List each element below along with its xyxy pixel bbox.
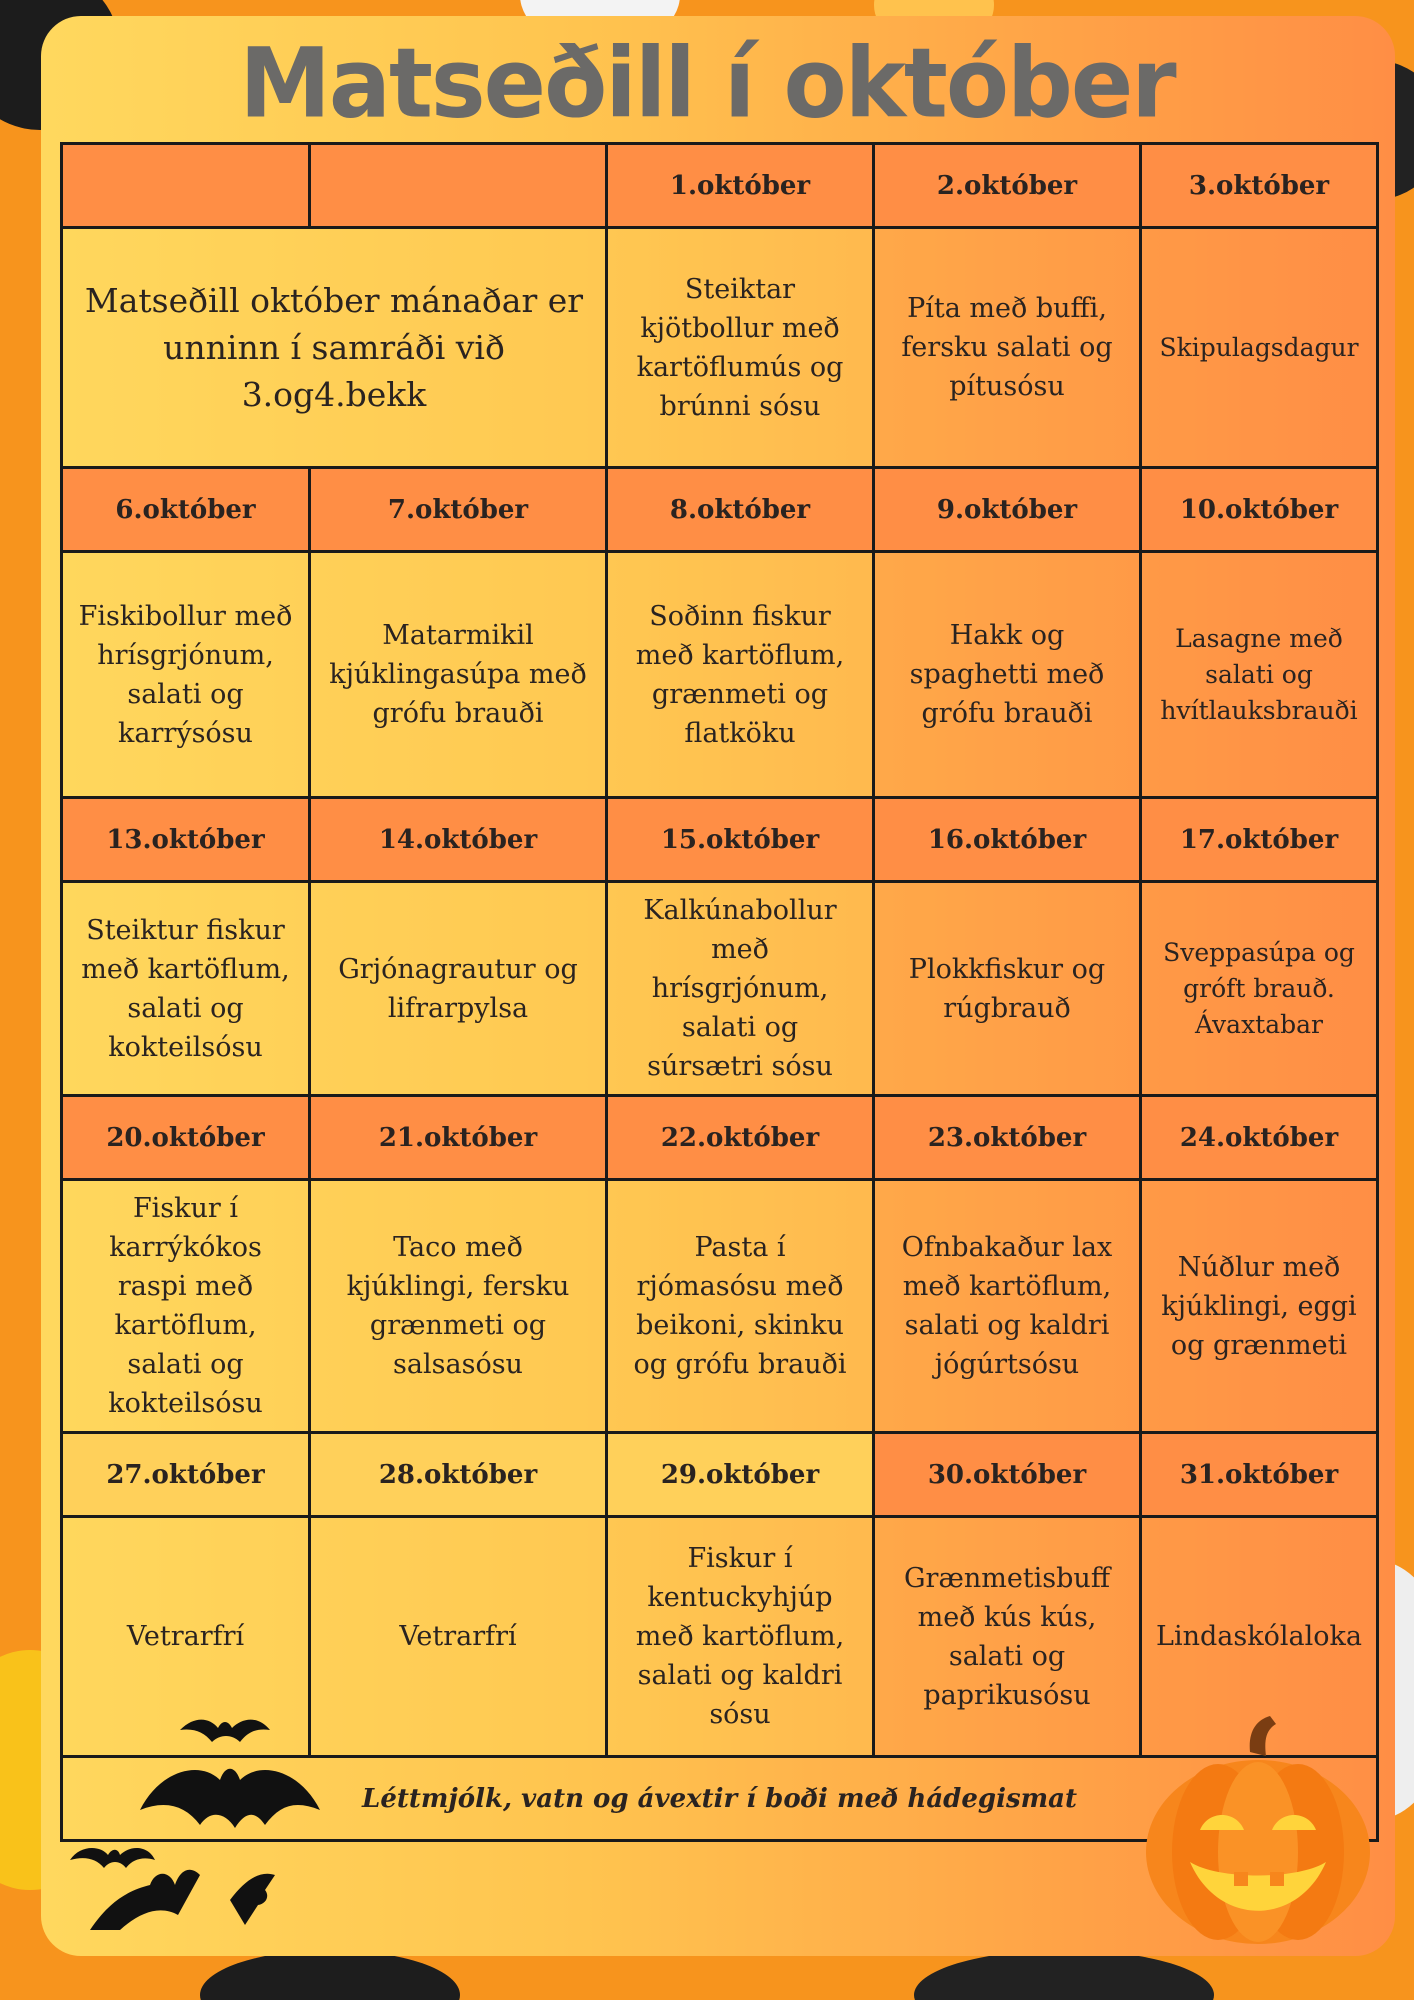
- date-row: [62, 144, 1378, 228]
- page-title: Matseðill í október: [239, 27, 1175, 140]
- date-cell: 29.október: [607, 1433, 874, 1517]
- meal-cell: Taco með kjúklingi, fersku grænmeti og salsasósu: [310, 1180, 607, 1433]
- meal-cell: Vetrarfrí: [62, 1517, 310, 1757]
- date-cell: 2.október: [874, 144, 1141, 228]
- date-cell: 13.október: [62, 798, 310, 882]
- date-cell: 24.október: [1141, 1096, 1378, 1180]
- date-cell: 27.október: [62, 1433, 310, 1517]
- date-cell: 3.október: [1141, 144, 1378, 228]
- date-cell: 30.október: [874, 1433, 1141, 1517]
- meal-cell: Steiktar kjötbollur með kartöflumús og brúnni sósu: [607, 228, 874, 468]
- date-cell: 28.október: [310, 1433, 607, 1517]
- meal-cell: Plokkfiskur og rúgbrauð: [874, 882, 1141, 1096]
- date-cell: 23.október: [874, 1096, 1141, 1180]
- meal-cell: Lasagne með salati og hvítlauksbrauði: [1141, 552, 1378, 798]
- meal-row: [62, 228, 1378, 468]
- meal-cell: Steiktur fiskur með kartöflum, salati og kokteilsósu: [62, 882, 310, 1096]
- meal-cell: Skipulagsdagur: [1141, 228, 1378, 468]
- date-cell: 22.október: [607, 1096, 874, 1180]
- bats-icon: [60, 1700, 360, 1940]
- meal-cell: Vetrarfrí: [310, 1517, 607, 1757]
- date-cell: [310, 144, 607, 228]
- meal-cell: Fiskur í kentuckyhjúp með kartöflum, salati og kaldri sósu: [607, 1517, 874, 1757]
- date-cell: 14.október: [310, 798, 607, 882]
- menu-table: [60, 142, 1379, 1842]
- meal-cell: Lindaskólaloka: [1141, 1517, 1378, 1757]
- date-cell: 10.október: [1141, 468, 1378, 552]
- intro-text: Matseðill október mánaðar er unninn í samráði við 3.og4.bekk: [62, 228, 607, 468]
- meal-row: [62, 552, 1378, 798]
- meal-cell: Grjónagrautur og lifrarpylsa: [310, 882, 607, 1096]
- date-cell: 6.október: [62, 468, 310, 552]
- meal-cell: Sveppasúpa og gróft brauð. Ávaxtabar: [1141, 882, 1378, 1096]
- date-cell: 7.október: [310, 468, 607, 552]
- date-cell: 1.október: [607, 144, 874, 228]
- date-cell: 16.október: [874, 798, 1141, 882]
- meal-cell: Ofnbakaður lax með kartöflum, salati og kaldri jógúrtsósu: [874, 1180, 1141, 1433]
- meal-cell: Píta með buffi, fersku salati og pítusósu: [874, 228, 1141, 468]
- meal-cell: Fiskur í karrýkókos raspi með kartöflum, salati og kokteilsósu: [62, 1180, 310, 1433]
- date-row: [62, 468, 1378, 552]
- date-cell: 8.október: [607, 468, 874, 552]
- date-cell: [62, 144, 310, 228]
- bg-blob: [914, 1950, 1214, 2000]
- meal-cell: Fiskibollur með hrísgrjónum, salati og karrýsósu: [62, 552, 310, 798]
- footer-note: Léttmjólk, vatn og ávextir í boði með hádegismat: [62, 1757, 1378, 1841]
- meal-row: [62, 882, 1378, 1096]
- date-cell: 17.október: [1141, 798, 1378, 882]
- date-cell: 9.október: [874, 468, 1141, 552]
- meal-cell: Grænmetisbuff með kús kús, salati og paprikusósu: [874, 1517, 1141, 1757]
- meal-cell: Hakk og spaghetti með grófu brauði: [874, 552, 1141, 798]
- meal-cell: Núðlur með kjúklingi, eggi og grænmeti: [1141, 1180, 1378, 1433]
- meal-cell: Soðinn fiskur með kartöflum, grænmeti og flatköku: [607, 552, 874, 798]
- bg-blob: [200, 1950, 460, 2000]
- meal-row: [62, 1180, 1378, 1433]
- date-cell: 21.október: [310, 1096, 607, 1180]
- date-row: [62, 1433, 1378, 1517]
- meal-cell: Matarmikil kjúklingasúpa með grófu brauði: [310, 552, 607, 798]
- meal-cell: Pasta í rjómasósu með beikoni, skinku og grófu brauði: [607, 1180, 874, 1433]
- date-row: [62, 798, 1378, 882]
- date-row: [62, 1096, 1378, 1180]
- date-cell: 15.október: [607, 798, 874, 882]
- date-cell: 31.október: [1141, 1433, 1378, 1517]
- meal-cell: Kalkúnabollur með hrísgrjónum, salati og súrsætri sósu: [607, 882, 874, 1096]
- date-cell: 20.október: [62, 1096, 310, 1180]
- pumpkin-icon: [1138, 1712, 1378, 1952]
